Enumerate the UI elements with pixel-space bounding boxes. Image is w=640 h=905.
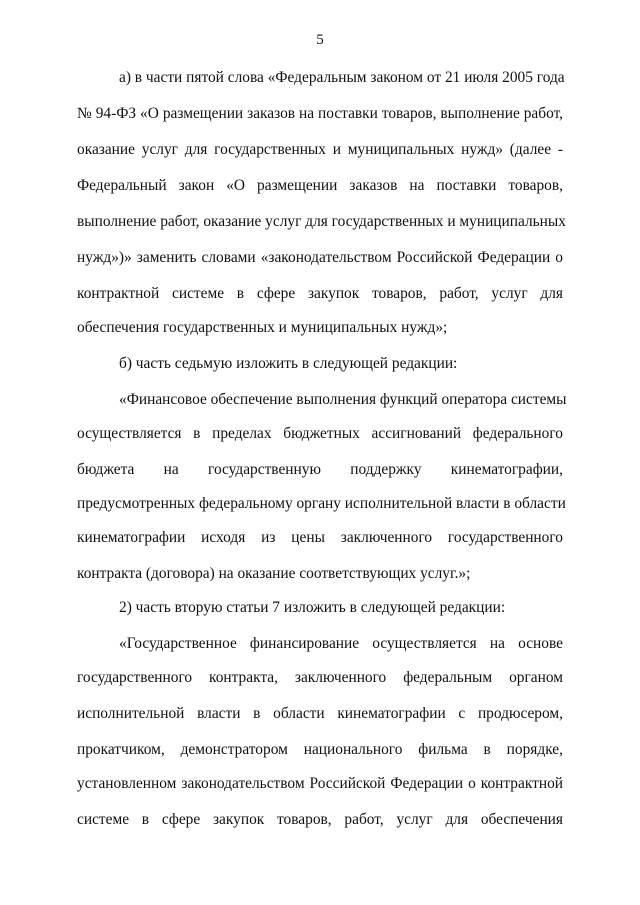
text-line: контрактной системе в сфере закупок товаров, работ, услуг для xyxy=(77,285,563,302)
text-line: «Государственное финансирование осуществляется на основе xyxy=(119,635,563,652)
text-line: № 94-ФЗ «О размещении заказов на поставки товаров, выполнение работ, xyxy=(77,105,563,122)
text-line: установленном законодательством Российской Федерации о контрактной xyxy=(77,775,563,792)
text-line: а) в части пятой слова «Федеральным законом от 21 июля 2005 года xyxy=(119,69,565,86)
text-line: Федеральный закон «О размещении заказов на поставки товаров, xyxy=(77,177,563,194)
text-line: предусмотренных федеральному органу исполнительной власти в области xyxy=(77,495,566,512)
text-line: осуществляется в пределах бюджетных ассигнований федерального xyxy=(77,425,563,442)
page-number: 5 xyxy=(316,32,324,48)
text-line: б) часть седьмую изложить в следующей редакции: xyxy=(119,355,458,372)
text-line: «Финансовое обеспечение выполнения функций оператора системы xyxy=(119,391,567,408)
text-line: прокатчиком, демонстратором национального фильма в порядке, xyxy=(77,741,563,758)
text-line: выполнение работ, оказание услуг для государственных и муниципальных xyxy=(77,213,566,230)
text-line: государственного контракта, заключенного федеральным органом xyxy=(77,669,563,686)
text-line: кинематографии исходя из цены заключенного государственного xyxy=(77,529,563,546)
text-line: обеспечения государственных и муниципальных нужд»; xyxy=(77,319,448,336)
text-line: оказание услуг для государственных и муниципальных нужд» (далее - xyxy=(77,141,563,158)
text-line: контракта (договора) на оказание соответствующих услуг.»; xyxy=(77,565,471,582)
text-line: бюджета на государственную поддержку кинематографии, xyxy=(77,461,563,478)
text-line: 2) часть вторую статьи 7 изложить в следующей редакции: xyxy=(119,599,506,616)
text-line: системе в сфере закупок товаров, работ, услуг для обеспечения xyxy=(77,811,563,828)
text-line: исполнительной власти в области кинематографии с продюсером, xyxy=(77,705,563,722)
text-line: нужд»)» заменить словами «законодательством Российской Федерации о xyxy=(77,249,563,266)
